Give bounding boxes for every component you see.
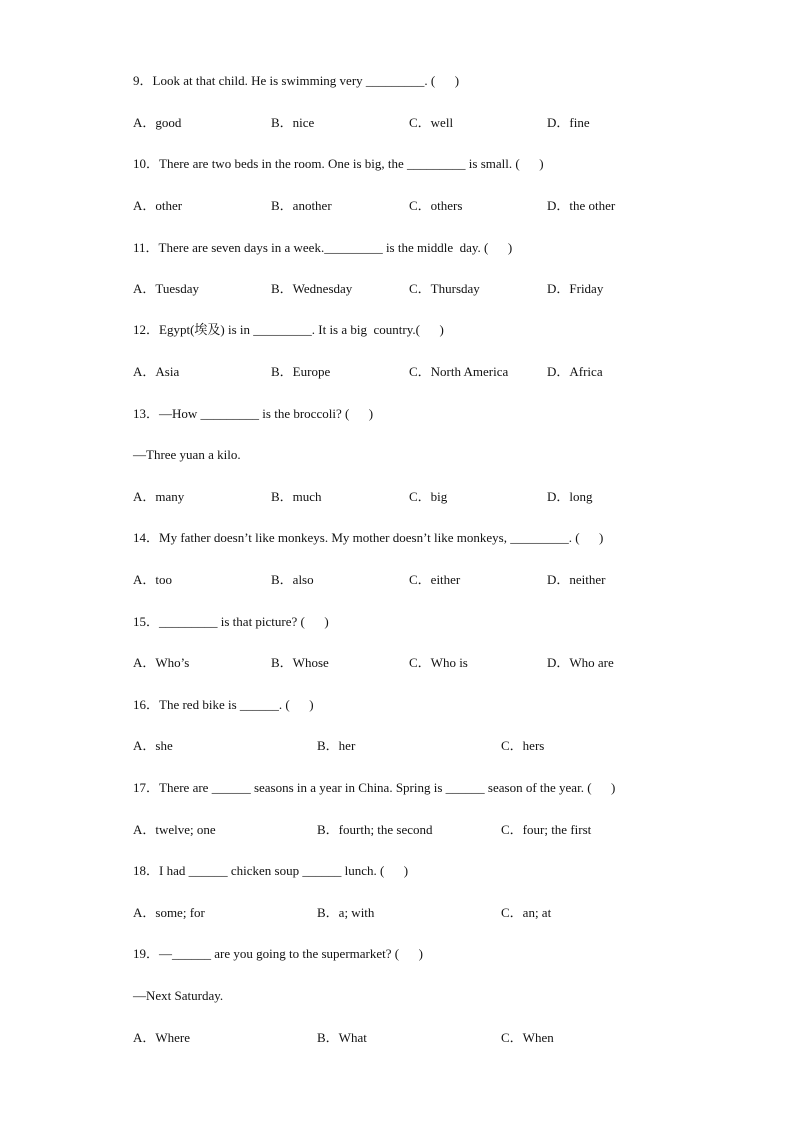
question-16	[133, 697, 314, 713]
question-number: 19．	[133, 946, 160, 961]
option-a[interactable]: A．some; for	[133, 905, 205, 920]
option-a[interactable]: A．other	[133, 198, 183, 213]
option-a[interactable]: A．Where	[133, 1030, 191, 1045]
question-number: 18．	[133, 863, 160, 878]
option-b[interactable]: B．a; with	[317, 905, 375, 920]
option-d[interactable]: D．Friday	[547, 281, 604, 296]
option-c[interactable]: C．Thursday	[409, 281, 480, 296]
option-a[interactable]: A．twelve; one	[133, 822, 216, 837]
question-stem: There are ______ seasons in a year in China. Spring is ______ season of the year. ( )	[159, 780, 616, 795]
option-b[interactable]: B．Whose	[271, 655, 329, 670]
option-c[interactable]: C．big	[409, 489, 448, 504]
question-stem: There are two beds in the room. One is big, the _________ is small. ( )	[159, 156, 544, 171]
answer-line: —Next Saturday.	[133, 988, 224, 1003]
option-d[interactable]: D．fine	[547, 115, 590, 130]
question-number: 11．	[133, 240, 159, 255]
option-b[interactable]: B．What	[317, 1030, 367, 1045]
question-15	[133, 614, 329, 630]
question-stem: My father doesn’t like monkeys. My mother doesn’t like monkeys, _________. ( )	[159, 530, 604, 545]
question-stem: —______ are you going to the supermarket? ( )	[159, 946, 423, 961]
option-b[interactable]: B．nice	[271, 115, 315, 130]
option-c[interactable]: C．well	[409, 115, 454, 130]
question-stem: _________ is that picture? ( )	[159, 614, 329, 629]
question-number: 17．	[133, 780, 160, 795]
option-c[interactable]: C．an; at	[501, 905, 552, 920]
option-c[interactable]: C．hers	[501, 738, 545, 753]
question-stem: There are seven days in a week._________ is the middle day. ( )	[158, 240, 513, 255]
option-b[interactable]: B．also	[271, 572, 314, 587]
option-b[interactable]: B．another	[271, 198, 332, 213]
question-stem: —How _________ is the broccoli? ( )	[159, 406, 374, 421]
option-b[interactable]: B．fourth; the second	[317, 822, 433, 837]
question-number: 15．	[133, 614, 160, 629]
option-a[interactable]: A．good	[133, 115, 182, 130]
option-d[interactable]: D．the other	[547, 198, 616, 213]
question-number: 10．	[133, 156, 160, 171]
question-number: 14．	[133, 530, 160, 545]
answer-line: —Three yuan a kilo.	[133, 447, 241, 462]
option-a[interactable]: A．Tuesday	[133, 281, 199, 296]
question-18	[133, 863, 408, 879]
option-c[interactable]: C．When	[501, 1030, 554, 1045]
option-a[interactable]: A．she	[133, 738, 173, 753]
question-11	[133, 240, 512, 256]
option-b[interactable]: B．Europe	[271, 364, 331, 379]
option-a[interactable]: A．many	[133, 489, 185, 504]
question-10	[133, 156, 544, 172]
option-c[interactable]: C．Who is	[409, 655, 468, 670]
option-d[interactable]: D．neither	[547, 572, 606, 587]
question-17	[133, 780, 615, 796]
question-stem: I had ______ chicken soup ______ lunch. ( )	[159, 863, 409, 878]
question-13	[133, 406, 373, 422]
question-9	[133, 73, 459, 89]
option-a[interactable]: A．too	[133, 572, 173, 587]
option-a[interactable]: A．Who’s	[133, 655, 190, 670]
option-c[interactable]: C．North America	[409, 364, 509, 379]
question-stem: Look at that child. He is swimming very _________. ( )	[152, 73, 460, 88]
question-number: 13．	[133, 406, 160, 421]
question-number: 12．	[133, 322, 160, 337]
option-d[interactable]: D．long	[547, 489, 593, 504]
question-12	[133, 322, 444, 338]
question-number: 16．	[133, 697, 160, 712]
option-b[interactable]: B．her	[317, 738, 356, 753]
option-d[interactable]: D．Africa	[547, 364, 603, 379]
option-a[interactable]: A．Asia	[133, 364, 180, 379]
question-stem: The red bike is ______. ( )	[159, 697, 314, 712]
option-c[interactable]: C．four; the first	[501, 822, 592, 837]
question-19	[133, 946, 423, 962]
option-d[interactable]: D．Who are	[547, 655, 614, 670]
question-14	[133, 530, 603, 546]
option-b[interactable]: B．Wednesday	[271, 281, 353, 296]
option-b[interactable]: B．much	[271, 489, 322, 504]
question-stem: Egypt(埃及) is in _________. It is a big country.( )	[159, 322, 444, 337]
option-c[interactable]: C．either	[409, 572, 461, 587]
option-c[interactable]: C．others	[409, 198, 463, 213]
question-number: 9．	[133, 73, 153, 88]
